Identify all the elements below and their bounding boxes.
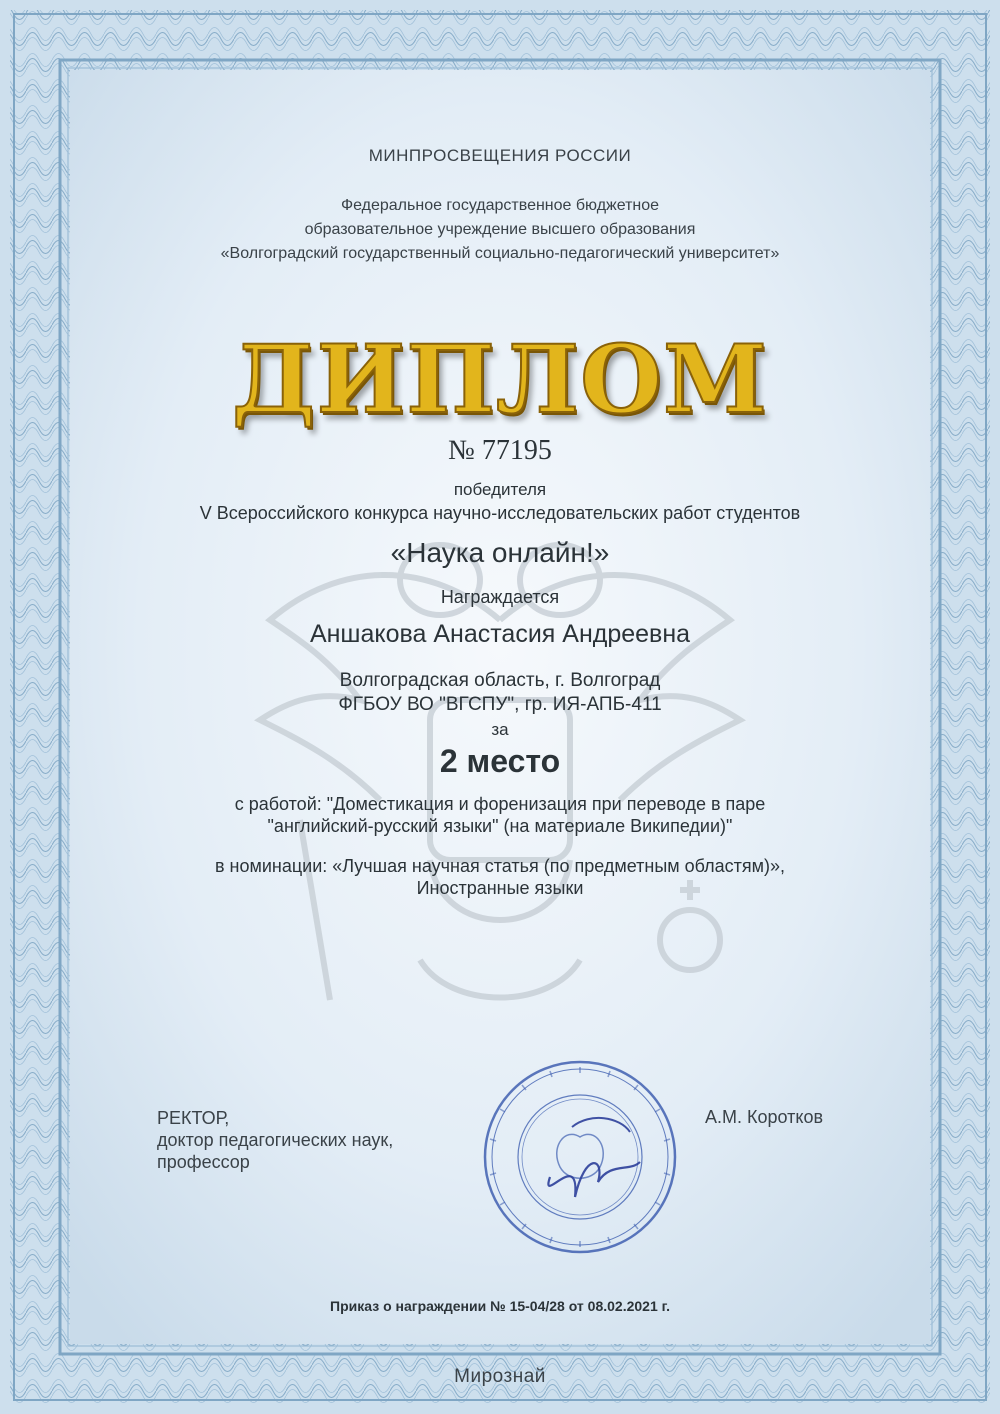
recipient-affiliation xyxy=(0,669,1000,717)
rector-line-3: профессор xyxy=(157,1152,250,1172)
rector-line-2: доктор педагогических наук, xyxy=(157,1130,394,1150)
place-award: 2 место xyxy=(439,743,561,779)
award-order: Приказ о награждении № 15-04/28 от 08.02.2021 г. xyxy=(330,1298,670,1314)
organization-name xyxy=(0,194,1000,266)
nomination-line-1: в номинации: «Лучшая научная статья (по предметным областям)», xyxy=(214,856,786,876)
official-stamp-icon xyxy=(480,1057,680,1257)
diploma-number: № 77195 xyxy=(448,435,552,466)
contest-description: V Всероссийского конкурса научно-исследовательских работ студентов xyxy=(199,503,801,523)
work-title xyxy=(0,793,1000,837)
rector-title xyxy=(157,1107,393,1173)
org-line-2: образовательное учреждение высшего образования xyxy=(304,221,696,238)
contest-name: «Наука онлайн!» xyxy=(390,537,610,568)
rector-line-1: РЕКТОР, xyxy=(157,1108,230,1128)
winner-label: победителя xyxy=(453,480,547,499)
work-line-2: "английский-русский языки" (на материале Википедии)" xyxy=(267,816,733,836)
nomination xyxy=(0,855,1000,899)
org-line-1: Федеральное государственное бюджетное xyxy=(340,197,660,214)
work-line-1: с работой: "Доместикация и форенизация при переводе в паре xyxy=(234,794,766,814)
brand-name: Мирознай xyxy=(454,1366,546,1387)
recipient-region: Волгоградская область, г. Волгоград xyxy=(339,670,661,691)
recipient-group: ФГБОУ ВО "ВГСПУ", гр. ИЯ-АПБ-411 xyxy=(338,694,662,715)
diploma-title: ДИПЛОМ xyxy=(231,325,769,435)
nomination-line-2: Иностранные языки xyxy=(416,878,584,898)
recipient-name: Аншакова Анастасия Андреевна xyxy=(309,620,691,648)
org-line-3: «Волгоградский государственный социально-педагогический университет» xyxy=(220,245,780,262)
rector-name: А.М. Коротков xyxy=(705,1107,824,1127)
ministry-name: МИНПРОСВЕЩЕНИЯ РОССИИ xyxy=(368,146,632,165)
za-label: за xyxy=(491,720,509,739)
awarded-label: Награждается xyxy=(440,587,560,607)
